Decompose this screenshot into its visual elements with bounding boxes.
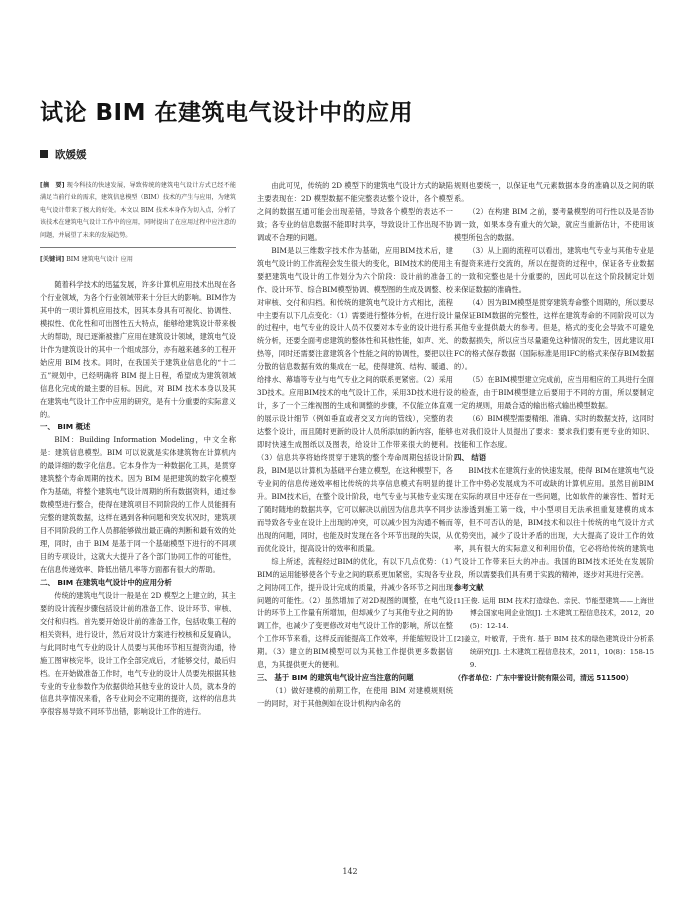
page-number: 142 bbox=[342, 867, 358, 876]
divider bbox=[40, 247, 236, 248]
keywords-label: [关键词] bbox=[40, 256, 65, 264]
column-2 bbox=[257, 180, 453, 711]
body-paragraph: 综上所述，流程经过BIM的优化，有以下几点优势：（1）BIM的运用能够使各个专业之间的联系更加紧密，实现各专业之间协同工作，提升设计完成的质量，并减少各环节之间出现问题的可能性。（2）虽然增加了对2D视图的调整，在电气设计的环节上工作量有所增加，但却减少了与其他专业之间的协调工作，也减少了变更修改对电气设计工作的影响，所以在整个工作环节来看，这样反而能提高工作效率，并能缩短设计工期。（3）建立的BIM模型可以为其他工作提供更多数据信息，为其提供更大的便利。 bbox=[257, 556, 453, 670]
column-3 bbox=[454, 180, 654, 685]
body-paragraph: （6）BIM模型需要精细、准确、实时的数据支持，这同时也对我们设计人员提出了要求：要求我们要有更专业的知识、技能和工作态度。 bbox=[454, 414, 654, 450]
author-line bbox=[40, 147, 87, 162]
column-1 bbox=[40, 180, 236, 719]
body-paragraph: （3）从上面的流程可以看出，建筑电气专业与其他专业是有提资来进行交流的，所以在提资的过程中，保证各专业数据的一致和完整也是十分重要的，因此可以在这个阶段制定计划来保证数据的准确性。 bbox=[454, 245, 654, 294]
body-paragraph: BIM技术在建筑行业的快速发展，使得 BIM在建筑电气设计工作中势必发展成为不可或缺的计算机应用。虽然目前BIM在实际的项目中还存在一些问题，比如软件的兼容性、暂时无法渗透到施工第一线，中小型项目无法承担重复建模的成本等，但不可否认的是，BIM技术和以往十传统的电气设计方式优势突出，减少了设计矛盾的出现，大大提高了设计工作的效率，具有很大的实际意义和利用价值，它必将给传统的建筑电气设计工作带来巨大的冲击。我国的BIM技术还处在发展阶段，所以需要我们具有勇于实践的精神，逐步对其进行完善。 bbox=[454, 465, 654, 579]
reference-item: [1]王俊. 运用 BIM 技术打造绿色、亲民、节能型建筑——上海世博会国家电网企业馆[J]. 土木建筑工程信息技术，2012，20(5)：12-14. bbox=[454, 596, 654, 631]
reference-item: [2]姜立，叶敏青，于贵有. 基于 BIM 技术的绿色建筑设计分析系统研究[J]. 土木建筑工程信息技术，2011，10(8)：158-159. bbox=[454, 635, 654, 670]
intro-paragraph: 随着科学技术的迅猛发展，许多计算机应用技术出现在各个行业领域，为各个行业领域带来十分巨大的影响。BIM作为其中的一项计算机应用技术，因其本身具有可视化、协调性、模拟性、优化性和可出图性五大特点，能够给建筑设计带来极大的帮助，现已逐渐被推广应用在建筑设计领域，建筑电气设计作为建筑设计的其中一个组成部分，亦有越来越多的工程开始应用 BIM 技术。同时，在我国关于建筑业信息化的“十二五”规划中，已经明确将 BIM 提上日程，希望成为建筑领域信息化完成的最主要的目标。因此，对 BIM 技术本身以及其在建筑电气设计工作中应用的研究，是有十分重要的实际意义的。 bbox=[40, 279, 236, 419]
body-paragraph: （2）在构建 BIM 之前，要考量模型的可行性以及是否协调一致，如果本身有重大的欠缺，就应当重新估计，不使用该模型所包含的数据。 bbox=[454, 206, 654, 242]
section-heading-2: 二、 BIM 在建筑电气设计中的应用分析 bbox=[40, 577, 172, 587]
abstract-text: 现今科技的快速发展，导致传统的建筑电气设计方式已经不能满足当前行业的需求，建筑信息模型（BIM）技术的产生与应用，为建筑电气设计带来了极大的好处。本文以 BIM 技术本身作为切入点，分析了该技术在建筑电气设计工作中的应用，同时提出了在应用过程中应注意的问题，并展望了未来的发展趋势。 bbox=[40, 182, 237, 239]
section-heading-3: 三、 基于 BIM 的建筑电气设计应当注意的问题 bbox=[257, 673, 414, 683]
body-paragraph: 由此可见，传统的 2D 模型下的建筑电气设计方式的缺陷主要表现在：2D 模型数据不能完整表达整个设计，各个模型之间的数据互通可能会出现差错，导致各个模型的表达不一致；各专业的信息数据不能即时共享，导致设计工作出现不协调或不合理的问题。 bbox=[257, 181, 453, 242]
body-paragraph: （4）因为BIM模型是贯穿建筑寿命整个周期的，所以要尽量保证BIM数据的完整性，这样在建筑寿命的不同阶段可以为其他专业提供最大的参考。但是，格式的变化会导致不可避免的数据损失，所以应当尽量避免这种情况的发生，因此建议用IFC的格式保存数据（国际标准是用IFC的格式来保存BIM数据的）。 bbox=[454, 297, 654, 372]
abstract-label: [摘 要] bbox=[40, 182, 65, 189]
author-affiliation: （作者单位：广东中誉设计院有限公司，清远 511500） bbox=[454, 674, 633, 683]
abstract bbox=[40, 180, 236, 242]
references-heading: 参考文献 bbox=[454, 582, 484, 592]
body-paragraph: （5）在BIM模型建立完成前，应当用相应的工具进行全面的检查，由于BIM模型建立后要用于不同的方面，所以要制定一定的规则，用最合适的输出格式输出模型数据。 bbox=[454, 375, 654, 411]
keywords bbox=[40, 254, 236, 267]
keywords-text: BIM 建筑电气设计 应用 bbox=[66, 256, 133, 264]
body-paragraph: 规则也要统一，以保证电气元素数据本身的准确以及之间的联系。 bbox=[454, 181, 654, 203]
body-paragraph: 传统的建筑电气设计一般是在 2D 模型之上建立的，其主要的设计流程步骤包括设计前的准备工作、设计环节、审核、交付和归档。首先要开始设计前的准备工作，包括收集工程的相关资料，进行设计，然后对设计方案进行校核和反复确认，与此同时电气专业的设计人员要与其他环节相互提资沟通，待施工图审核完毕，设计工作全部完成后，才能够交付，最后归档。在开始做准备工作时，电气专业的设计人员要先根据其他专业的专业参数作为依据供给其他专业的设计人员，就本身的信息共享情况来看，各专业间会不定期的提资，这样的信息共享很容易导致不同环节出错，影响设计工作的进行。 bbox=[40, 590, 236, 717]
author-name: 欧媛媛 bbox=[55, 149, 87, 161]
body-paragraph: BIM是以三维数字技术作为基础，应用BIM技术后，建筑电气设计的工作流程会发生很大的变化，BIM技术的使用主要把建筑电气设计的工作划分为六个阶段：设计前的准备工作、设计环节、综合BIM模型协调、模型图的生成及调整、校对审核、交付和归档。和传统的建筑电气设计方式相比，流程中主要有以下几点变化：（1）需要进行整体分析，在进行设计的过程中，电气专业的设计人员不仅要对本专业的设计进行系统分析，还要全面考虑建筑的整体性和其他性能，如声、光、热等，同时还需要注意建筑各个性能之间的协调性，要把以往分散的信息数据有效的集成在一起，使得建筑、结构、暖通、给排水、幕墙等专业与电气专业之间的联系更紧密。（2）采用3D技术。应用BIM技术的电气设计工作，采用3D技术进行设计，多了一个三维视图的生成和调整的步骤，不仅能立体直观的展示设计细节（例如垂直或者交叉方向的管线），完整的表达整个设计，而且随时更新的设计人员所添加的新内容，能够即时快速生成图纸以及图表，给设计工作带来很大的便利。（3）信息共享将始终贯穿于建筑的整个寿命周期包括设计阶段，BIM是以计算机为基础平台建立模型，在这种模型下，各专业间的信息传递效率相比传统的共享信息模式有明显的提升。BIM技术后，在整个设计阶段，电气专业与其他专业实现了随时随地的数据共享，它可以解决以前因为信息共享不同步而导致各专业在设计上出现的冲突，可以减少因为沟通不畅而出现的问题，同时，也能及时发现在各个环节出现的失误，从而优化设计，提高设计的效率和质量。 bbox=[257, 245, 453, 553]
section-heading-4: 四、 结语 bbox=[454, 453, 487, 463]
article-title: 试论 BIM 在建筑电气设计中的应用 bbox=[40, 100, 413, 126]
section-heading-1: 一、 BIM 概述 bbox=[40, 422, 91, 432]
square-bullet-icon bbox=[40, 150, 48, 158]
body-paragraph: （1）做好建模的前期工作，在使用 BIM 对建模规则统一的同时，对于其他例如在设计机构内命名的 bbox=[257, 686, 453, 709]
references-list bbox=[454, 595, 654, 673]
body-paragraph: BIM：Building Information Modeling，中文全称是：建筑信息模型。BIM 可以说就是实体建筑物在计算机内的最详细的数字化信息。它本身作为一种数据化工具，是贯穿建筑整个寿命周期的技术。因为 BIM 是把建筑的数字化模型作为基础，将整个建筑电气设计周期的所有数据资料，通过参数模型进行整合，使得在建筑项目不同阶段的工作人员能拥有完整的建筑数据，这样在遇到各种问题和突发状况时，建筑项目不同阶段的工作人员都能够做出最正确的判断和最有效的处理，同时，由于 BIM 是基于同一个基础模型下进行的不同项目的专项设计，这就大大提升了各个部门协同工作的可能性，在信息传递效率、降低出错几率等方面都有很大的帮助。 bbox=[40, 435, 236, 574]
